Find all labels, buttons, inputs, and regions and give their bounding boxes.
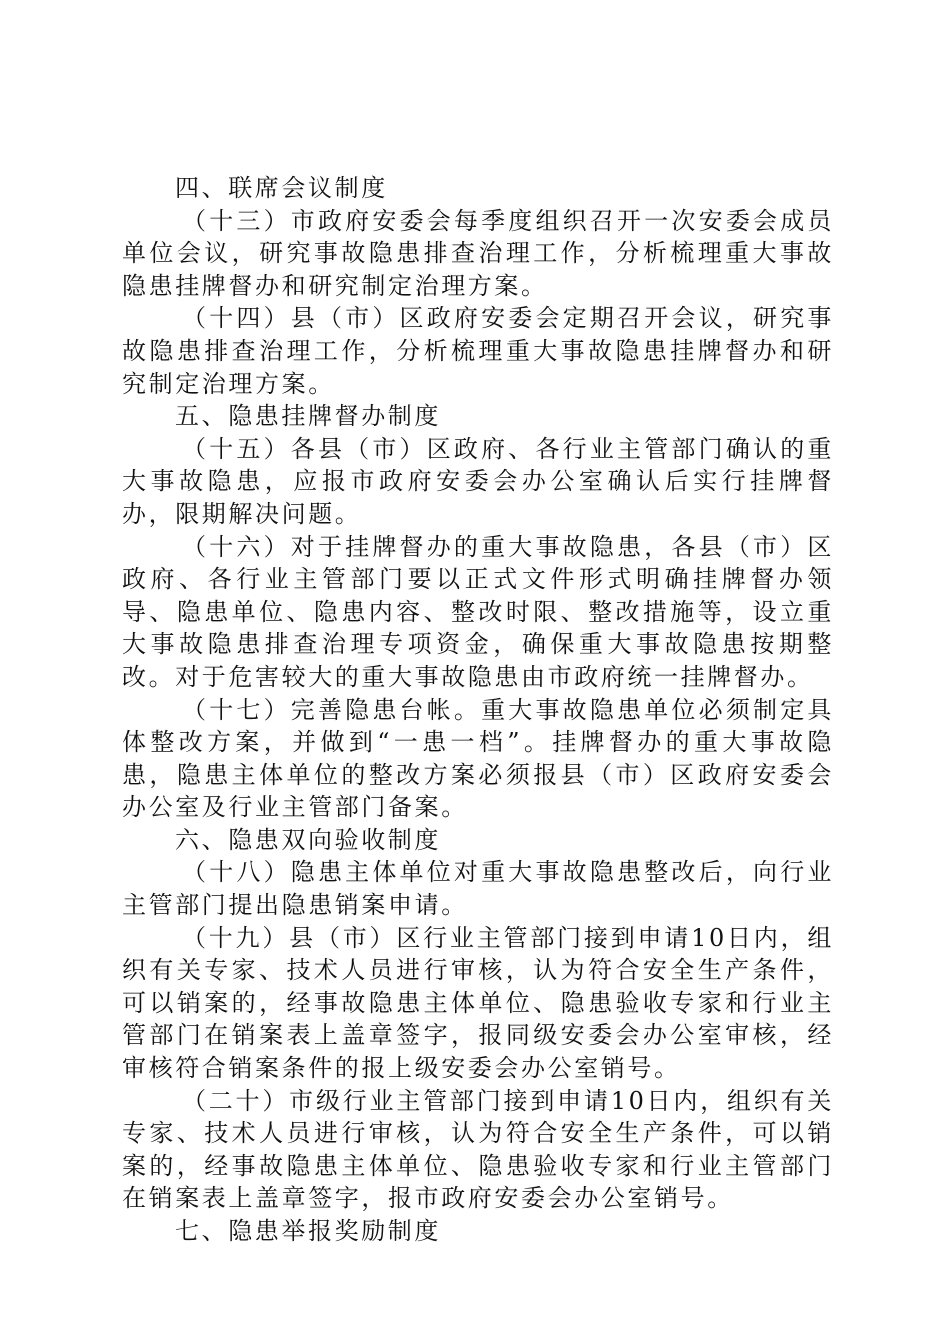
paragraph-14: （十四）县（市）区政府安委会定期召开会议，研究事故隐患排查治理工作，分析梳理重大事故隐患挂牌督办和研究制定治理方案。 (122, 304, 834, 398)
paragraph-15: （十五）各县（市）区政府、各行业主管部门确认的重大事故隐患，应报市政府安委会办公室确认后实行挂牌督办，限期解决问题。 (122, 434, 834, 528)
section-heading-5: 五、隐患挂牌督办制度 (175, 402, 441, 431)
paragraph-18: （十八）隐患主体单位对重大事故隐患整改后，向行业主管部门提出隐患销案申请。 (122, 858, 834, 920)
paragraph-17: （十七）完善隐患台帐。重大事故隐患单位必须制定具体整改方案，并做到“一患一档”。挂牌督办的重大事故隐患，隐患主体单位的整改方案必须报县（市）区政府安委会办公室及行业主管部门备案。 (122, 695, 834, 822)
section-heading-4: 四、联席会议制度 (175, 174, 388, 202)
paragraph-19: （十九）县（市）区行业主管部门接到申请10日内，组织有关专家、技术人员进行审核，认为符合安全生产条件，可以销案的，经事故隐患主体单位、隐患验收专家和行业主管部门在销案表上盖章签字，报同级安委会办公室审核，经审核符合销案条件的报上级安委会办公室销号。 (122, 923, 834, 1083)
document-body (122, 172, 834, 1248)
paragraph-20: （二十）市级行业主管部门接到申请10日内，组织有关专家、技术人员进行审核，认为符合安全生产条件，可以销案的，经事故隐患主体单位、隐患验收专家和行业主管部门在销案表上盖章签字，报市政府安委会办公室销号。 (122, 1086, 834, 1213)
section-heading-7: 七、隐患举报奖励制度 (175, 1217, 441, 1245)
paragraph-16: （十六）对于挂牌督办的重大事故隐患，各县（市）区政府、各行业主管部门要以正式文件形式明确挂牌督办领导、隐患单位、隐患内容、整改时限、整改措施等，设立重大事故隐患排查治理专项资金，确保重大事故隐患按期整改。对于危害较大的重大事故隐患由市政府统一挂牌督办。 (122, 532, 834, 691)
section-heading-6: 六、隐患双向验收制度 (175, 825, 441, 854)
paragraph-13: （十三）市政府安委会每季度组织召开一次安委会成员单位会议，研究事故隐患排查治理工作，分析梳理重大事故隐患挂牌督办和研究制定治理方案。 (122, 206, 834, 300)
